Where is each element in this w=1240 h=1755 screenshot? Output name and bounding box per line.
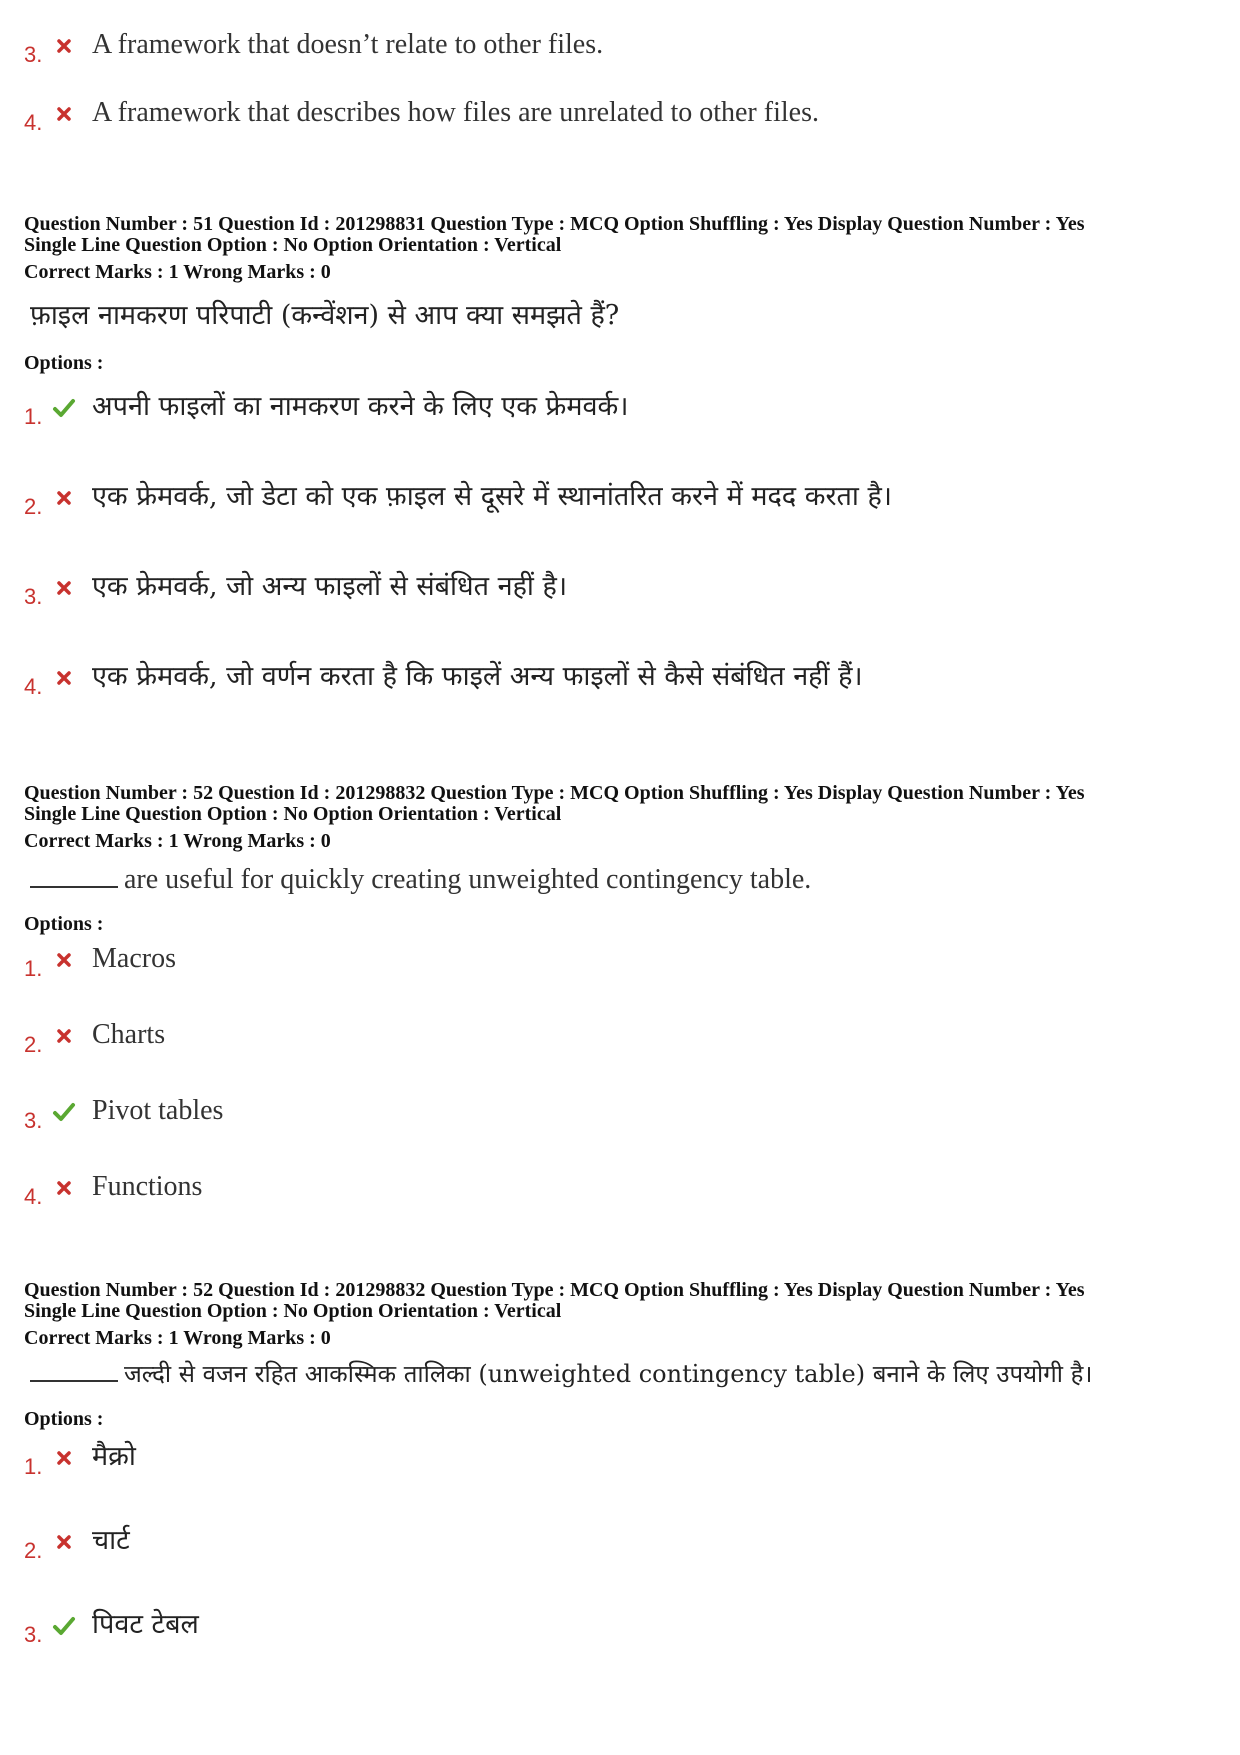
question-meta: Question Number : 52 Question Id : 201298832 Question Type : MCQ Option Shuffling : Yes Display Question Number : Yes xyxy=(24,1279,1085,1301)
option-number: 2. xyxy=(24,494,43,519)
cross-icon xyxy=(52,34,76,58)
option-row xyxy=(24,660,1224,700)
cross-icon xyxy=(52,1024,76,1048)
question-text-body: जल्दी से वजन रहित आकस्मिक तालिका (unweighted contingency table) बनाने के लिए उपयोगी है। xyxy=(124,1360,1093,1388)
option-number: 4. xyxy=(24,110,43,135)
check-icon xyxy=(52,1100,76,1124)
option-row xyxy=(24,1524,1224,1564)
option-number: 2. xyxy=(24,1538,43,1563)
option-row xyxy=(24,1440,1224,1480)
option-text: A framework that doesn’t relate to other files. xyxy=(92,29,604,60)
question-marks: Correct Marks : 1 Wrong Marks : 0 xyxy=(24,830,331,852)
option-number: 3. xyxy=(24,42,43,67)
option-text: Macros xyxy=(92,943,176,974)
question-text: फ़ाइल नामकरण परिपाटी (कन्वेंशन) से आप क्या समझते हैं? xyxy=(30,300,620,331)
cross-icon xyxy=(52,1176,76,1200)
option-text: अपनी फाइलों का नामकरण करने के लिए एक फ्रेमवर्क। xyxy=(92,391,629,422)
options-label: Options : xyxy=(24,1408,104,1430)
options-label: Options : xyxy=(24,352,104,374)
option-row xyxy=(24,570,1224,610)
option-row xyxy=(24,1018,1224,1058)
check-icon xyxy=(52,396,76,420)
option-text: एक फ्रेमवर्क, जो अन्य फाइलों से संबंधित नहीं है। xyxy=(92,571,568,602)
check-icon xyxy=(52,1614,76,1638)
option-text: एक फ्रेमवर्क, जो वर्णन करता है कि फाइलें अन्य फाइलों से कैसे संबंधित नहीं हैं। xyxy=(92,661,863,692)
question-marks: Correct Marks : 1 Wrong Marks : 0 xyxy=(24,261,331,283)
option-text: चार्ट xyxy=(92,1525,130,1556)
option-row xyxy=(24,96,1224,136)
option-number: 4. xyxy=(24,1184,43,1209)
question-text xyxy=(30,862,811,898)
option-row xyxy=(24,28,1224,68)
cross-icon xyxy=(52,1446,76,1470)
question-text-body: are useful for quickly creating unweighted contingency table. xyxy=(124,864,812,895)
question-meta: Question Number : 51 Question Id : 201298831 Question Type : MCQ Option Shuffling : Yes Display Question Number : Yes xyxy=(24,213,1085,235)
question-meta-line2: Single Line Question Option : No Option Orientation : Vertical xyxy=(24,234,562,256)
question-meta: Question Number : 52 Question Id : 201298832 Question Type : MCQ Option Shuffling : Yes Display Question Number : Yes xyxy=(24,782,1085,804)
fill-in-blank xyxy=(30,862,118,888)
option-text: मैक्रो xyxy=(92,1441,136,1472)
option-number: 1. xyxy=(24,1454,43,1479)
option-number: 2. xyxy=(24,1032,43,1057)
option-number: 1. xyxy=(24,956,43,981)
option-row xyxy=(24,942,1224,982)
option-number: 1. xyxy=(24,404,43,429)
options-label: Options : xyxy=(24,913,104,935)
option-text: Charts xyxy=(92,1019,166,1050)
question-marks: Correct Marks : 1 Wrong Marks : 0 xyxy=(24,1327,331,1349)
cross-icon xyxy=(52,102,76,126)
question-meta-line2: Single Line Question Option : No Option Orientation : Vertical xyxy=(24,803,562,825)
option-number: 4. xyxy=(24,674,43,699)
question-text xyxy=(30,1356,1092,1392)
option-row xyxy=(24,390,1224,430)
option-number: 3. xyxy=(24,584,43,609)
option-row xyxy=(24,1094,1224,1134)
option-number: 3. xyxy=(24,1108,43,1133)
option-text: Pivot tables xyxy=(92,1095,224,1126)
cross-icon xyxy=(52,666,76,690)
option-number: 3. xyxy=(24,1622,43,1647)
option-row xyxy=(24,1608,1224,1648)
cross-icon xyxy=(52,486,76,510)
option-text: पिवट टेबल xyxy=(92,1609,199,1640)
cross-icon xyxy=(52,576,76,600)
option-text: A framework that describes how files are unrelated to other files. xyxy=(92,97,819,128)
fill-in-blank xyxy=(30,1356,118,1382)
cross-icon xyxy=(52,1530,76,1554)
cross-icon xyxy=(52,948,76,972)
option-row xyxy=(24,480,1224,520)
question-meta-line2: Single Line Question Option : No Option Orientation : Vertical xyxy=(24,1300,562,1322)
option-row xyxy=(24,1170,1224,1210)
option-text: Functions xyxy=(92,1171,203,1202)
option-text: एक फ्रेमवर्क, जो डेटा को एक फ़ाइल से दूसरे में स्थानांतरित करने में मदद करता है। xyxy=(92,481,893,512)
